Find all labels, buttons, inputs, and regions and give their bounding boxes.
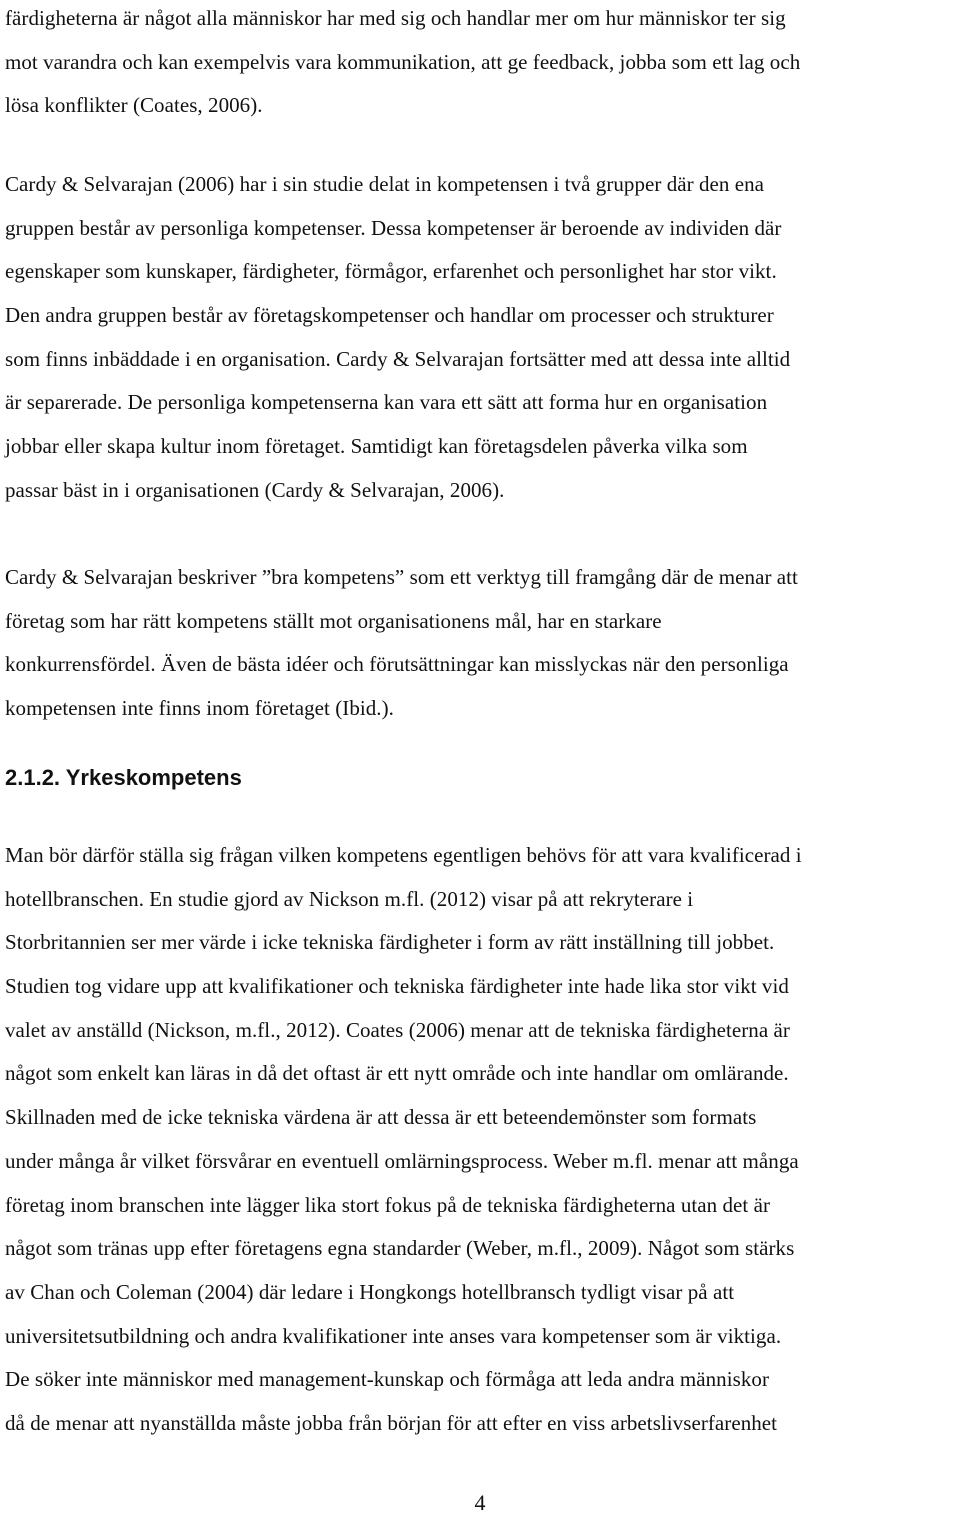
text-line: av Chan och Coleman (2004) där ledare i Hongkongs hotellbransch tydligt visar på att [5, 1279, 735, 1304]
text-line: är separerade. De personliga kompetenserna kan vara ett sätt att forma hur en organisation [5, 390, 768, 415]
text-line: De söker inte människor med management-kunskap och förmåga att leda andra människor [5, 1367, 769, 1392]
text-line: Skillnaden med de icke tekniska värdena är att dessa är ett beteendemönster som formats [5, 1105, 757, 1130]
text-line: Man bör därför ställa sig frågan vilken kompetens egentligen behövs för att vara kvalificerad i [5, 843, 802, 867]
text-line: företag som har rätt kompetens ställt mot organisationens mål, har en starkare [5, 608, 662, 633]
text-line: passar bäst in i organisationen (Cardy & Selvarajan, 2006). [5, 477, 505, 502]
text-line: mot varandra och kan exempelvis vara kommunikation, att ge feedback, jobba som ett lag och [5, 49, 801, 74]
text-line: färdigheterna är något alla människor har med sig och handlar mer om hur människor ter sig [5, 6, 786, 30]
text-line: företag inom branschen inte lägger lika stort fokus på de tekniska färdigheterna utan det är [5, 1192, 770, 1217]
text-line: som finns inbäddade i en organisation. Cardy & Selvarajan fortsätter med att dessa inte alltid [5, 346, 791, 371]
page-number: 4 [474, 1490, 486, 1515]
text-line: valet av anställd (Nickson, m.fl., 2012). Coates (2006) menar att de tekniska färdigheterna är [5, 1017, 790, 1042]
text-line: egenskaper som kunskaper, färdigheter, förmågor, erfarenhet och personlighet har stor vikt. [5, 259, 777, 284]
text-line: hotellbranschen. En studie gjord av Nickson m.fl. (2012) visar på att rekryterare i [5, 886, 694, 911]
text-line: Cardy & Selvarajan beskriver ”bra kompetens” som ett verktyg till framgång där de menar att [5, 565, 798, 589]
text-line: kompetensen inte finns inom företaget (Ibid.). [5, 696, 394, 721]
text-line: konkurrensfördel. Även de bästa idéer och förutsättningar kan misslyckas när den personliga [5, 652, 789, 677]
text-line: Cardy & Selvarajan (2006) har i sin studie delat in kompetensen i två grupper där den ena [5, 172, 765, 196]
text-line: något som enkelt kan läras in då det oftast är ett nytt område och inte handlar om omlärande. [5, 1061, 789, 1086]
text-line: universitetsutbildning och andra kvalifikationer inte anses vara kompetenser som är viktiga. [5, 1323, 782, 1348]
paragraph [5, 556, 957, 731]
paragraph [5, 163, 957, 513]
paragraph [5, 834, 957, 1446]
text-line: Den andra gruppen består av företagskompetenser och handlar om processer och strukturer [5, 303, 774, 328]
text-line: gruppen består av personliga kompetenser. Dessa kompetenser är beroende av individen där [5, 215, 782, 240]
section-heading: 2.1.2. Yrkeskompetens [5, 765, 242, 790]
text-line: Studien tog vidare upp att kvalifikationer och tekniska färdigheter inte hade lika stor vikt vid [5, 974, 789, 999]
text-line: lösa konflikter (Coates, 2006). [5, 93, 263, 118]
text-line: då de menar att nyanställda måste jobba från början för att efter en viss arbetslivserfarenhet [5, 1410, 778, 1435]
text-line: något som tränas upp efter företagens egna standarder (Weber, m.fl., 2009). Något som stärks [5, 1236, 795, 1261]
paragraph [5, 0, 957, 128]
text-line: under många år vilket försvårar en eventuell omlärningsprocess. Weber m.fl. menar att många [5, 1148, 799, 1173]
text-line: jobbar eller skapa kultur inom företaget. Samtidigt kan företagsdelen påverka vilka som [5, 434, 748, 459]
text-line: Storbritannien ser mer värde i icke tekniska färdigheter i form av rätt inställning till jobbet. [5, 930, 775, 955]
